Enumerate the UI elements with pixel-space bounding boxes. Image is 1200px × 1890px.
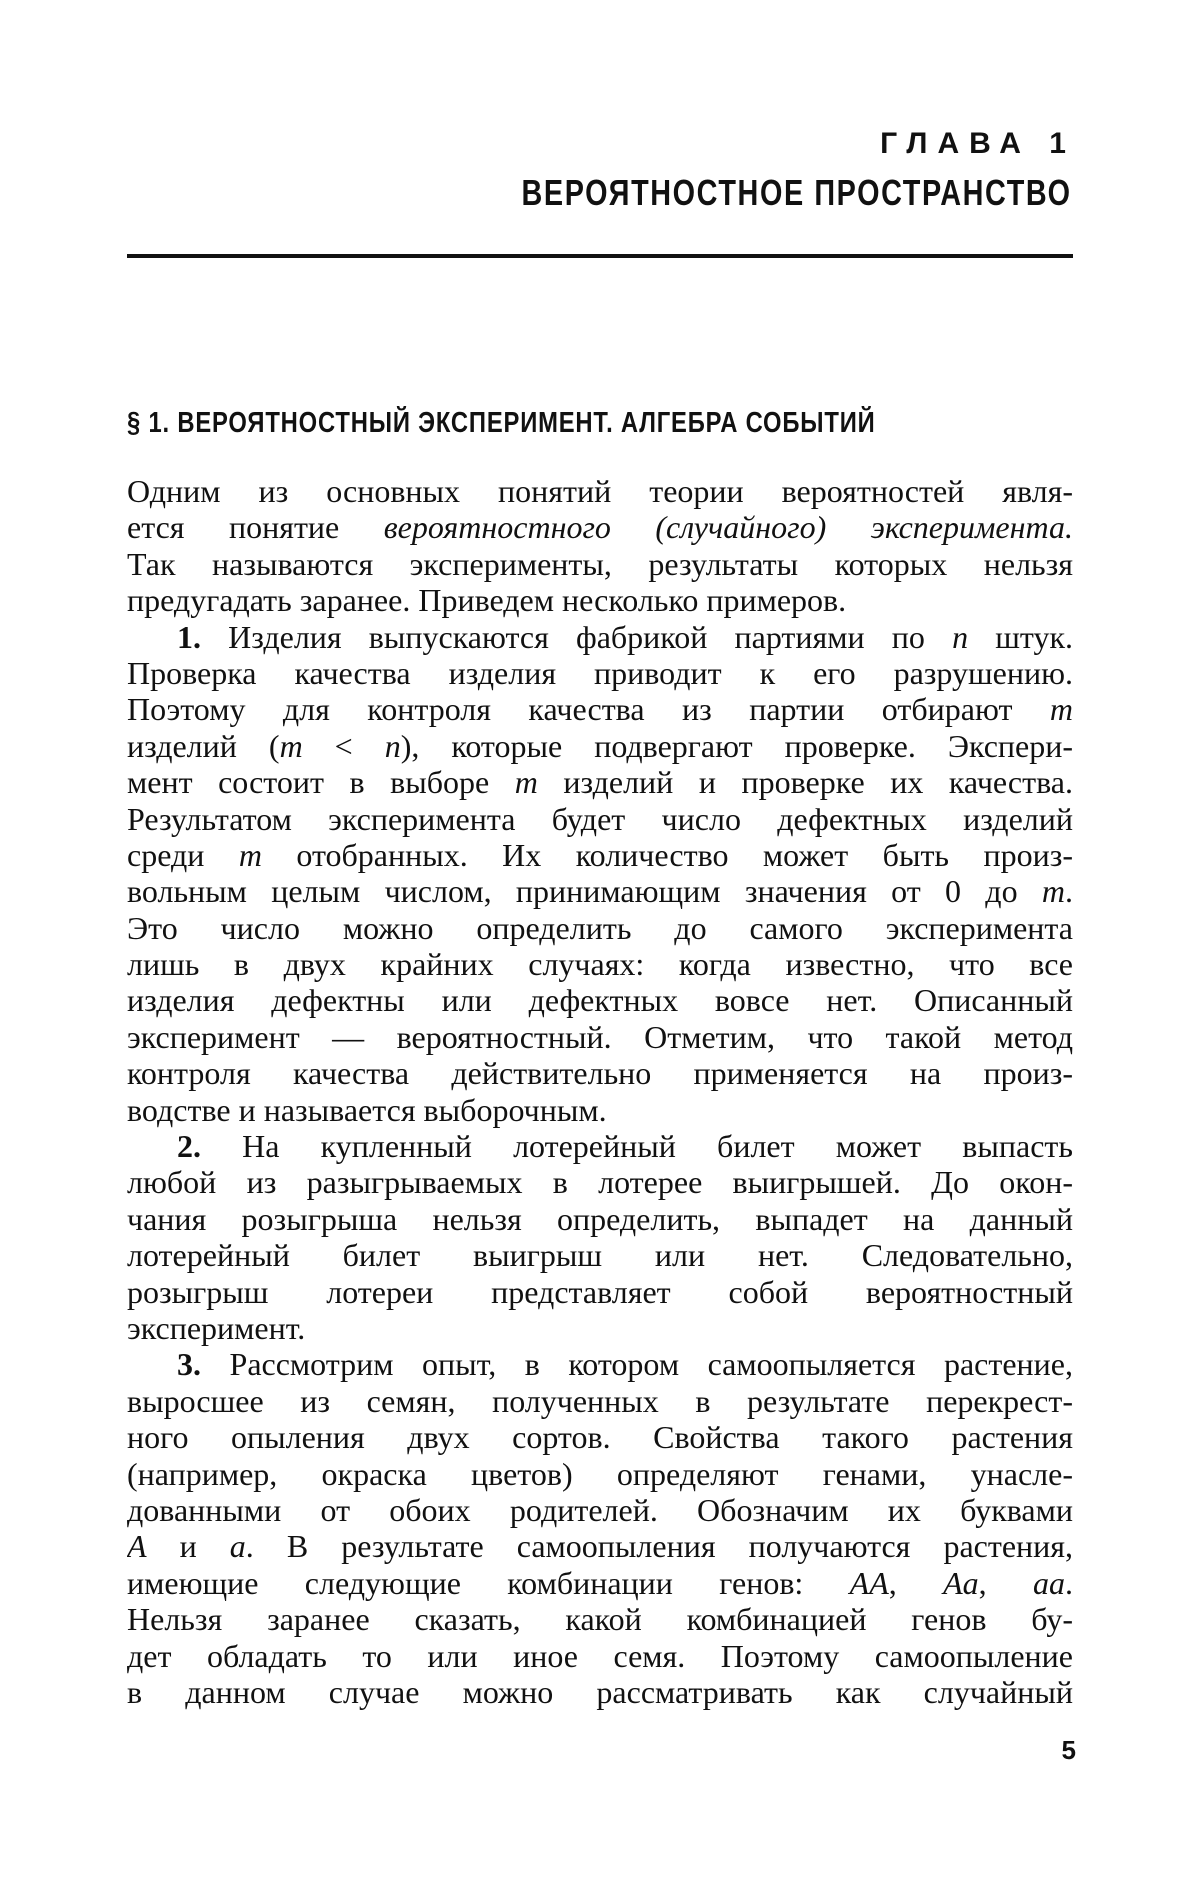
text-line: лишь в двух крайних случаях: когда известно, что все (127, 946, 1073, 983)
text-line: чания розыгрыша нельзя определить, выпадет на данный (127, 1200, 1073, 1237)
text-line: изделий (m < n), которые подвергают проверке. Экспери- (127, 727, 1073, 764)
text-line: Это число можно определить до самого эксперимента (127, 909, 1073, 946)
text-line: изделия дефектны или дефектных вовсе нет. Описанный (127, 982, 1073, 1019)
example-number: 2. (177, 1128, 201, 1165)
text-line: дованными от обоих родителей. Обозначим их буквами (127, 1491, 1073, 1528)
text-line: вольным целым числом, принимающим значения от 0 до m. (127, 873, 1073, 910)
text-line: предугадать заранее. Приведем несколько примеров. (127, 582, 847, 619)
text-line: эксперимент. (127, 1309, 306, 1346)
text-line: Так называются эксперименты, результаты которых нельзя (127, 545, 1073, 582)
text-line: Проверка качества изделия приводит к его разрушению. (127, 654, 1073, 691)
text-line: водстве и называется выборочным. (127, 1091, 607, 1128)
paragraph-intro (127, 473, 1073, 619)
example-number: 3. (177, 1346, 201, 1383)
page-number: 5 (1061, 1735, 1076, 1765)
text-line: эксперимент — вероятностный. Отметим, что такой метод (127, 1018, 1073, 1055)
text-line: 2. На купленный лотерейный билет может выпасть (177, 1128, 1073, 1165)
text-line: мент состоит в выборе m изделий и проверке их качества. (127, 764, 1073, 801)
text-line: Результатом эксперимента будет число дефектных изделий (127, 800, 1073, 837)
text-line: 1. Изделия выпускаются фабрикой партиями по n штук. (177, 618, 1073, 655)
chapter-label: ГЛАВА 1 (880, 127, 1076, 160)
text-line: выросшее из семян, полученных в результате перекрест- (127, 1382, 1073, 1419)
emphasis-term: вероятностного (случайного) эксперимента. (383, 509, 1073, 546)
paragraph-example-2 (127, 1128, 1073, 1346)
chapter-divider (127, 254, 1073, 258)
text-line: A и a. В результате самоопыления получаются растения, (127, 1528, 1073, 1565)
text-line: Поэтому для контроля качества из партии отбирают m (127, 691, 1073, 728)
text-line: дет обладать то или иное семя. Поэтому самоопыление (127, 1637, 1073, 1674)
text-line: Одним из основных понятий теории вероятностей явля- (127, 473, 1073, 509)
text-line: в данном случае можно рассматривать как случайный (127, 1673, 1073, 1710)
page-body (127, 473, 1073, 1710)
section-heading: § 1. ВЕРОЯТНОСТНЫЙ ЭКСПЕРИМЕНТ. АЛГЕБРА СОБЫТИЙ (127, 407, 876, 439)
text-line: ется понятие вероятностного (случайного) эксперимента. (127, 509, 1073, 546)
text-line: Нельзя заранее сказать, какой комбинацией генов бу- (127, 1601, 1073, 1638)
text-line: 3. Рассмотрим опыт, в котором самоопыляется растение, (177, 1346, 1073, 1383)
text-line: лотерейный билет выигрыш или нет. Следовательно, (127, 1237, 1073, 1274)
text-line: контроля качества действительно применяется на произ- (127, 1055, 1073, 1092)
example-number: 1. (177, 618, 201, 655)
text-line: (например, окраска цветов) определяют генами, унасле- (127, 1455, 1073, 1492)
paragraph-example-1 (127, 619, 1073, 1128)
text-line: имеющие следующие комбинации генов: AA, Aa, aa. (127, 1564, 1073, 1601)
paragraph-example-3 (127, 1346, 1073, 1710)
text-line: розыгрыш лотереи представляет собой вероятностный (127, 1273, 1073, 1310)
text-line: среди m отобранных. Их количество может быть произ- (127, 836, 1073, 873)
text-line: ного опыления двух сортов. Свойства такого растения (127, 1419, 1073, 1456)
text-line: любой из разыгрываемых в лотерее выигрышей. До окон- (127, 1164, 1073, 1201)
chapter-title: ВЕРОЯТНОСТНОЕ ПРОСТРАНСТВО (521, 172, 1072, 213)
